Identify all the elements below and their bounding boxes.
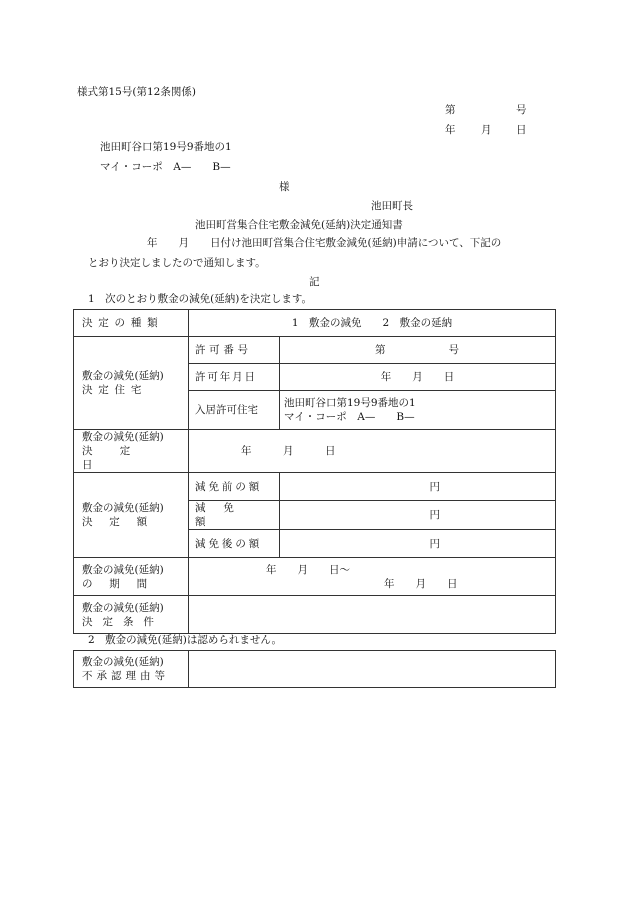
decision-date-label: 敷金の減免(延納) 決定日 (74, 430, 189, 473)
section-1-heading: 1 次のとおり敷金の減免(延納)を決定します。 (88, 293, 313, 305)
permit-number-label: 許可番号 (189, 337, 280, 364)
recipient-honorific: 様 (279, 181, 290, 193)
table-row (74, 473, 556, 501)
ki-heading: 記 (309, 276, 320, 288)
doc-number-suffix: 号 (516, 104, 527, 116)
section-2-heading: 2 敷金の減免(延納)は認められません。 (88, 634, 283, 646)
reduction-amount-label: 減免額 (189, 501, 280, 530)
decision-table (73, 309, 556, 634)
table-row (74, 651, 556, 688)
table-row (74, 596, 556, 634)
rejection-table (73, 650, 556, 688)
recipient-address-line1: 池田町谷口第19号9番地の1 (100, 141, 232, 153)
body-text-line1: 年 月 日付け池田町営集合住宅敷金減免(延納)申請について、下記の (147, 237, 502, 249)
table-row (74, 558, 556, 596)
permit-date-label: 許可年月日 (189, 364, 280, 391)
kind-label: 決定の種類 (74, 310, 189, 337)
residence-label: 敷金の減免(延納) 決定住宅 (74, 337, 189, 430)
rejection-reason-value[interactable] (189, 651, 556, 688)
rejection-reason-label: 敷金の減免(延納) 不承認理由等 (74, 651, 189, 688)
residence-house-label: 入居許可住宅 (189, 391, 280, 430)
recipient-address-line2: マイ・コーポ A— B— (100, 161, 231, 173)
period-value: 年 月 日〜 年 月 日 (189, 558, 556, 596)
before-amount-label: 減免前の額 (189, 473, 280, 501)
reduction-amount-value: 円 (280, 501, 556, 530)
date-year: 年 (445, 124, 456, 136)
period-label: 敷金の減免(延納) の期間 (74, 558, 189, 596)
body-text-line2: とおり決定しましたので通知します。 (88, 257, 266, 269)
date-month: 月 (481, 124, 492, 136)
form-number: 様式第15号(第12条関係) (77, 86, 196, 98)
after-amount-label: 減免後の額 (189, 530, 280, 558)
decision-date-value: 年 月 日 (189, 430, 556, 473)
residence-house-value: 池田町谷口第19号9番地の1 マイ・コーポ A— B— (280, 391, 556, 430)
after-amount-value: 円 (280, 530, 556, 558)
document-title: 池田町営集合住宅敷金減免(延納)決定通知書 (195, 219, 403, 231)
permit-number-value: 第 号 (280, 337, 556, 364)
date-day: 日 (516, 124, 527, 136)
amount-label: 敷金の減免(延納) 決定額 (74, 473, 189, 558)
conditions-label: 敷金の減免(延納) 決定条件 (74, 596, 189, 634)
conditions-value[interactable] (189, 596, 556, 634)
issuer: 池田町長 (371, 200, 413, 212)
before-amount-value: 円 (280, 473, 556, 501)
permit-date-value: 年 月 日 (280, 364, 556, 391)
doc-number-prefix: 第 (445, 104, 456, 116)
table-row (74, 310, 556, 337)
table-row (74, 430, 556, 473)
table-row (74, 337, 556, 364)
kind-options: 1 敷金の減免 2 敷金の延納 (189, 310, 556, 337)
